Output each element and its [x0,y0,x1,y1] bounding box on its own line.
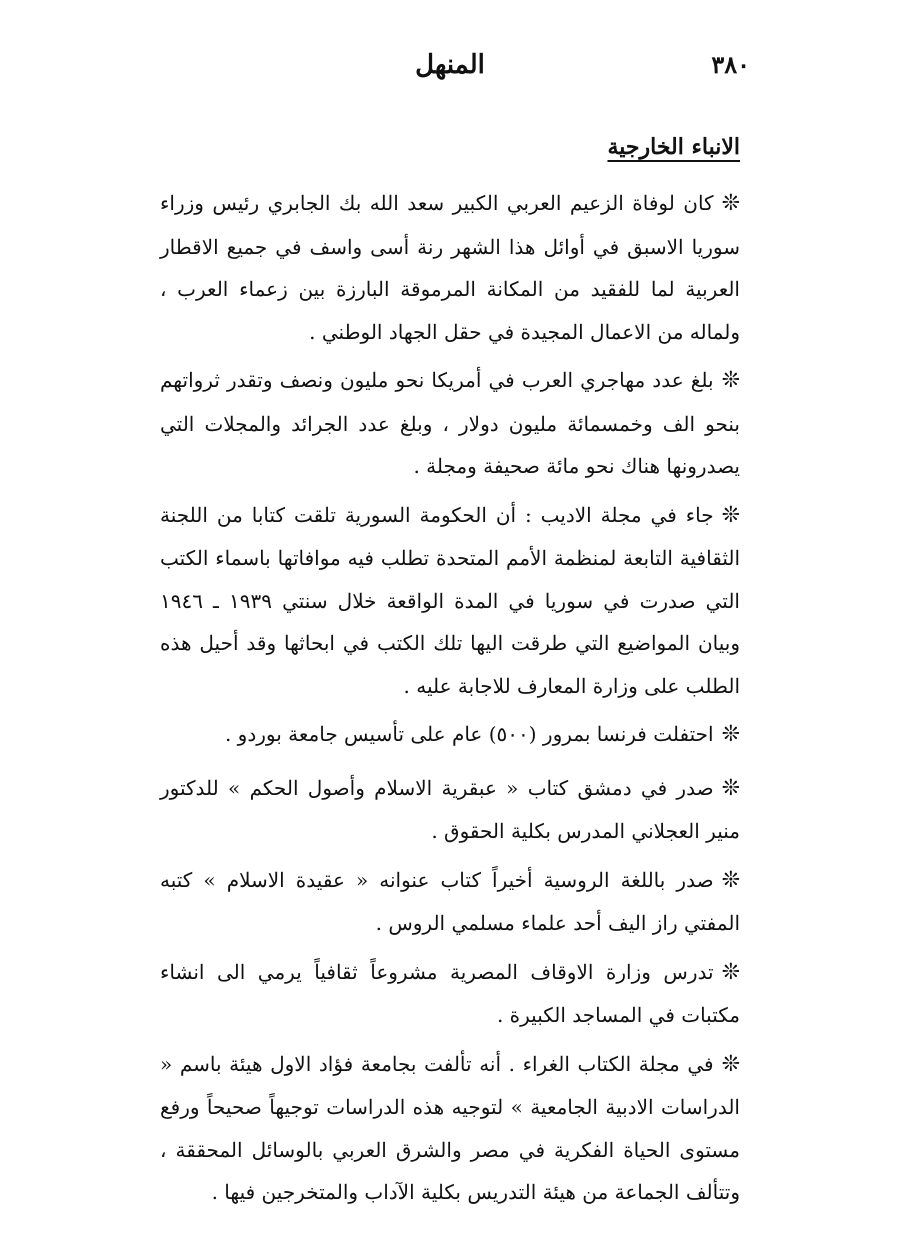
asterisk-flower-icon: ❊ [721,959,740,985]
news-item-text: صدر باللغة الروسية أخيراً كتاب عنوانه « عقيدة الاسلام » كتبه المفتي راز اليف أحد علماء مسلمي الروس . [160,867,740,935]
news-list [160,182,740,1220]
asterisk-flower-icon: ❊ [721,867,740,893]
page-number: ٣٨٠ [711,50,750,79]
news-item [160,859,740,945]
news-item [160,713,740,757]
news-item [160,182,740,353]
asterisk-flower-icon: ❊ [721,191,740,216]
section-title: الانباء الخارجية [607,134,740,160]
journal-title: المنهل [415,50,485,80]
news-item-text: صدر في دمشق كتاب « عبقرية الاسلام وأصول الحكم » للدكتور منير العجلاني المدرس بكلية الحقوق . [160,775,740,843]
news-item-text: جاء في مجلة الاديب : أن الحكومة السورية تلقت كتابا من اللجنة الثقافية التابعة لمنظمة الأمم المتحدة تطلب فيه موافاتها باسماء الكتب التي صدرت في سوريا في المدة الواقعة خلال سنتي ١٩٣٩ ـ ١٩٤٦ وبيان المواضيع التي طرقت اليها تلك الكتب في ابحاثها وقد أحيل هذه الطلب على وزارة المعارف للاجابة عليه . [160,502,740,698]
news-item-text: كان لوفاة الزعيم العربي الكبير سعد الله بك الجابري رئيس وزراء سوريا الاسبق في أوائل هذا الشهر رنة أسى واسف في جميع الاقطار العربية لما للفقيد من المكانة المرموقة البارزة بين زعماء العرب ، ولماله من الاعمال المجيدة في حقل الجهاد الوطني . [160,191,740,344]
news-item [160,951,740,1037]
asterisk-flower-icon: ❊ [721,368,740,393]
asterisk-flower-icon: ❊ [721,1051,740,1077]
page-header [150,50,750,94]
news-item [160,767,740,853]
news-item-text: تدرس وزارة الاوقاف المصرية مشروعاً ثقافياً يرمي الى انشاء مكتبات في المساجد الكبيرة . [160,959,740,1027]
asterisk-flower-icon: ❊ [721,502,740,528]
asterisk-flower-icon: ❊ [721,722,740,747]
news-item [160,359,740,488]
news-item-text: في مجلة الكتاب الغراء . أنه تألفت بجامعة فؤاد الاول هيئة باسم « الدراسات الادبية الجامعية » لتوجيه هذه الدراسات توجيهاً صحيحاً ورفع مستوى الحياة الفكرية في مصر والشرق العربي بالوسائل المحققة ، وتتألف الجماعة من هيئة التدريس بكلية الآداب والمتخرجين فيها . [160,1051,740,1204]
asterisk-flower-icon: ❊ [721,775,740,801]
news-item [160,1043,740,1214]
news-item-text: احتفلت فرنسا بمرور (٥٠٠) عام على تأسيس جامعة بوردو . [224,722,714,746]
news-item-text: بلغ عدد مهاجري العرب في أمريكا نحو مليون ونصف وتقدر ثرواتهم بنحو الف وخمسمائة مليون دولار ، وبلغ عدد الجرائد والمجلات التي يصدرونها هناك نحو مائة صحيفة ومجلة . [160,368,740,478]
news-item [160,494,740,708]
